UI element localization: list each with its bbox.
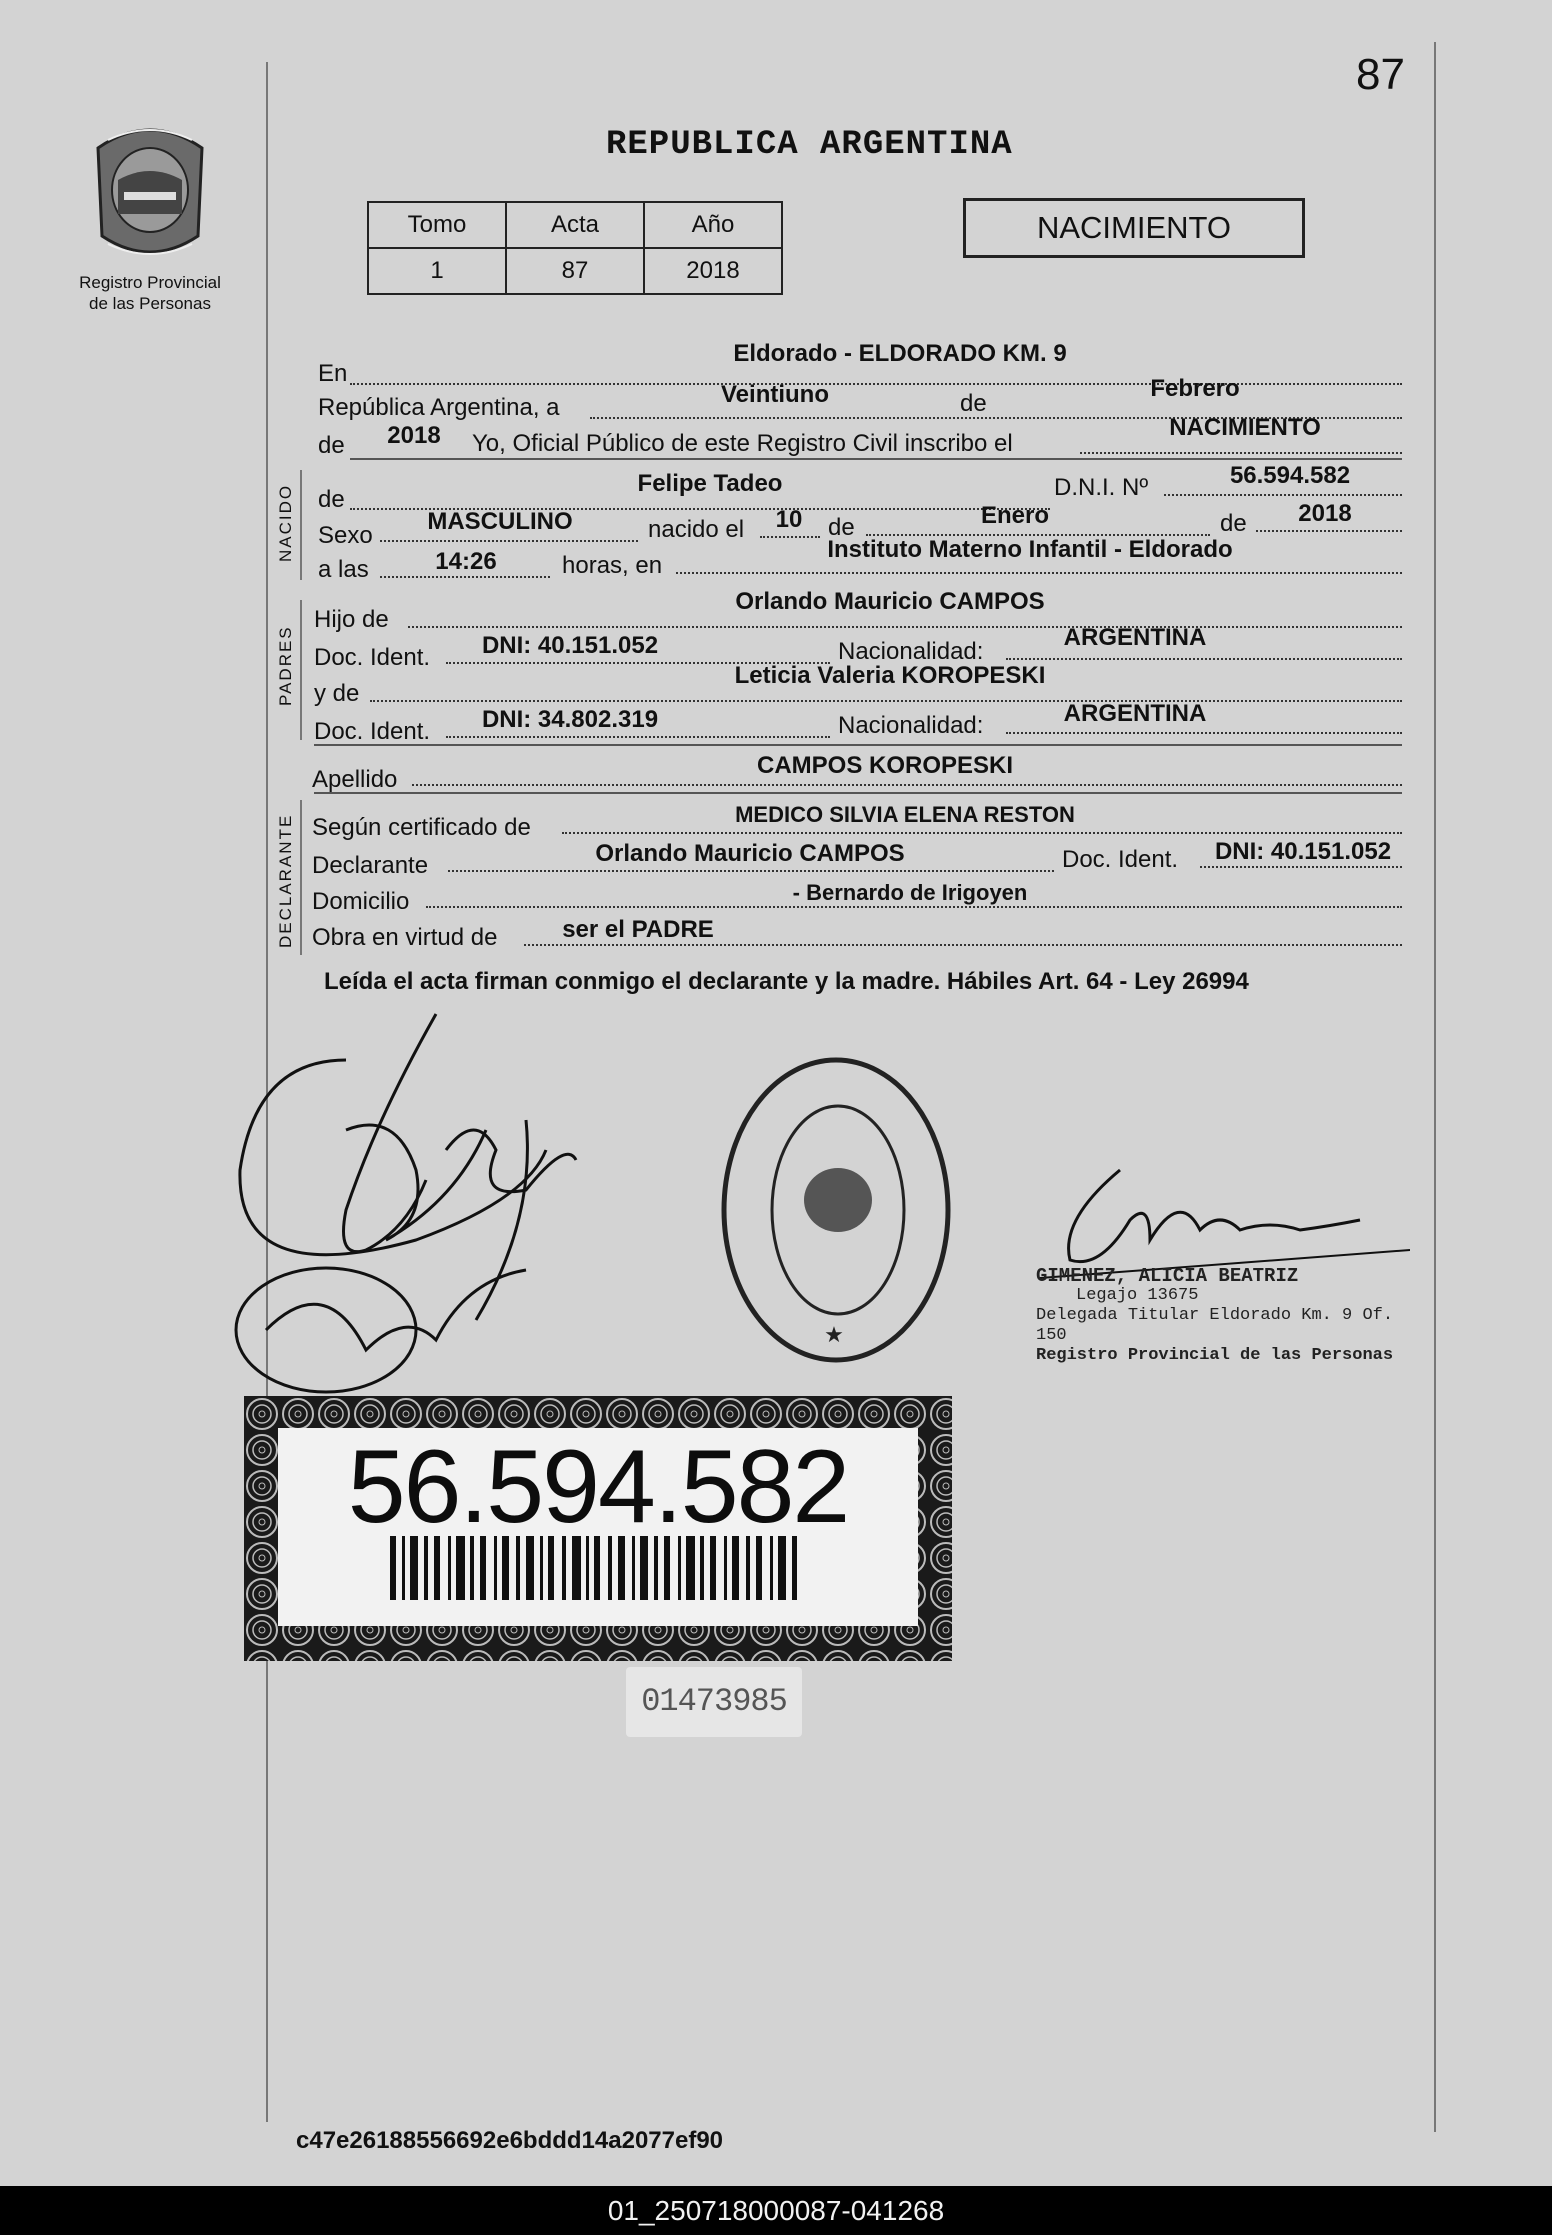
officer-title: Delegada Titular Eldorado Km. 9 Of. 150 xyxy=(1036,1306,1394,1345)
mother-name: Leticia Valeria KOROPESKI xyxy=(734,662,1046,689)
surname-label: Apellido xyxy=(312,766,398,793)
registration-day: Veintiuno xyxy=(721,381,829,408)
father-nationality: ARGENTINA xyxy=(1063,624,1207,651)
volume-header-anio: Año xyxy=(644,202,782,248)
country-label: República Argentina, a xyxy=(318,394,560,421)
born-de-label2: de xyxy=(828,514,855,541)
dotted-line xyxy=(1200,866,1402,868)
dotted-line xyxy=(412,784,1402,786)
registry-caption-line2: de las Personas xyxy=(89,294,211,313)
signature-scribble-left xyxy=(226,1000,606,1400)
registry-seal-logo xyxy=(88,118,212,268)
separator-line xyxy=(314,792,1402,794)
born-on-label: nacido el xyxy=(648,516,745,543)
dotted-line xyxy=(446,736,830,738)
mother-nationality: ARGENTINA xyxy=(1063,700,1207,727)
officer-legajo: Legajo 13675 xyxy=(1076,1286,1199,1305)
volume-header-acta: Acta xyxy=(506,202,644,248)
section-label-born: NACIDO xyxy=(276,483,295,562)
father-name: Orlando Mauricio CAMPOS xyxy=(735,588,1045,615)
en-label: En xyxy=(318,360,348,387)
volume-value-anio: 2018 xyxy=(644,248,782,294)
section-bar-born xyxy=(300,470,302,580)
control-number: 01473985 xyxy=(626,1667,802,1737)
dotted-line xyxy=(1164,494,1402,496)
dotted-line xyxy=(370,700,1402,702)
born-month: Enero xyxy=(980,502,1049,529)
dotted-line xyxy=(1256,530,1402,532)
sticker-number: 56.594.582 xyxy=(347,1429,849,1545)
closing-statement: Leída el acta firman conmigo el declarante y la madre. Hábiles Art. 64 - Ley 26994 xyxy=(324,968,1249,995)
birth-time: 14:26 xyxy=(435,548,497,575)
certificate-label: Según certificado de xyxy=(312,814,531,841)
child-sex: MASCULINO xyxy=(427,508,573,535)
officer-text: Yo, Oficial Público de este Registro Civil inscribo el xyxy=(472,430,1013,457)
section-bar-parents xyxy=(300,600,302,740)
registration-month: Febrero xyxy=(1150,375,1240,402)
dotted-line xyxy=(524,944,1402,946)
dotted-line xyxy=(448,870,1054,872)
declarant-doc: DNI: 40.151.052 xyxy=(1214,838,1392,865)
officer-registry: Registro Provincial de las Personas xyxy=(1036,1346,1394,1365)
dotted-line xyxy=(1006,658,1402,660)
declarant-label: Declarante xyxy=(312,852,429,879)
de-label: de xyxy=(318,432,345,459)
declarant-name: Orlando Mauricio CAMPOS xyxy=(595,840,905,867)
volume-table xyxy=(367,201,783,295)
mother-doc-label: Doc. Ident. xyxy=(314,718,431,745)
declarant-doc-label: Doc. Ident. xyxy=(1062,846,1179,873)
child-name: Felipe Tadeo xyxy=(637,470,783,497)
separator-line xyxy=(350,458,1402,460)
dotted-line xyxy=(426,906,1402,908)
page-number: 87 xyxy=(1356,50,1405,99)
section-bar-declarant xyxy=(300,800,302,955)
separator-line xyxy=(314,744,1402,746)
volume-value-acta: 87 xyxy=(506,248,644,294)
role-value: ser el PADRE xyxy=(562,916,714,943)
registry-caption xyxy=(60,272,240,314)
birth-place: Instituto Materno Infantil - Eldorado xyxy=(827,536,1233,563)
dni-label: D.N.I. Nº xyxy=(1054,474,1149,501)
mother-doc: DNI: 34.802.319 xyxy=(481,706,659,733)
right-margin-line xyxy=(1434,42,1436,2132)
father-doc-label: Doc. Ident. xyxy=(314,644,431,671)
and-of-label: y de xyxy=(314,680,360,707)
de-label: de xyxy=(960,390,987,417)
section-label-parents: PADRES xyxy=(276,625,295,706)
volume-header-tomo: Tomo xyxy=(368,202,506,248)
sex-label: Sexo xyxy=(318,522,373,549)
registry-caption-line1: Registro Provincial xyxy=(79,273,221,292)
certificate-value: MEDICO SILVIA ELENA RESTON xyxy=(735,802,1075,827)
time-label: a las xyxy=(318,556,369,583)
officer-name: GIMENEZ, ALICIA BEATRIZ xyxy=(1036,1265,1299,1287)
father-doc: DNI: 40.151.052 xyxy=(481,632,659,659)
born-year: 2018 xyxy=(1298,500,1352,527)
dotted-line xyxy=(676,572,1402,574)
child-dni: 56.594.582 xyxy=(1229,462,1351,489)
dotted-line xyxy=(380,576,550,578)
dotted-line xyxy=(1080,452,1402,454)
mother-nationality-label: Nacionalidad: xyxy=(838,712,984,739)
role-label: Obra en virtud de xyxy=(312,924,498,951)
officer-stamp xyxy=(1036,1266,1396,1366)
footer-id: 01_250718000087-041268 xyxy=(0,2186,1552,2235)
act-type-box: NACIMIENTO xyxy=(963,198,1305,258)
volume-value-tomo: 1 xyxy=(368,248,506,294)
born-day: 10 xyxy=(775,506,803,533)
place-label: horas, en xyxy=(562,552,663,579)
address-label: Domicilio xyxy=(312,888,410,915)
address-value: - Bernardo de Irigoyen xyxy=(792,880,1028,905)
registry-stamp xyxy=(716,1050,956,1370)
inscribed-act: NACIMIENTO xyxy=(1169,414,1321,441)
born-de-label: de xyxy=(318,486,345,513)
surname-value: CAMPOS KOROPESKI xyxy=(756,752,1014,779)
registration-year: 2018 xyxy=(387,422,441,449)
born-de-label3: de xyxy=(1220,510,1247,537)
document-hash: c47e26188556692e6bddd14a2077ef90 xyxy=(296,2127,724,2154)
dotted-line xyxy=(408,626,1402,628)
country-title: REPUBLICA ARGENTINA xyxy=(606,126,1013,164)
svg-text:★: ★ xyxy=(824,1322,844,1347)
dotted-line xyxy=(380,540,638,542)
father-nationality-label: Nacionalidad: xyxy=(838,638,984,665)
dotted-line xyxy=(562,832,1402,834)
registration-place: Eldorado - ELDORADO KM. 9 xyxy=(733,340,1067,367)
son-of-label: Hijo de xyxy=(314,606,389,633)
dotted-line xyxy=(1006,732,1402,734)
section-label-declarant: DECLARANTE xyxy=(276,813,295,948)
